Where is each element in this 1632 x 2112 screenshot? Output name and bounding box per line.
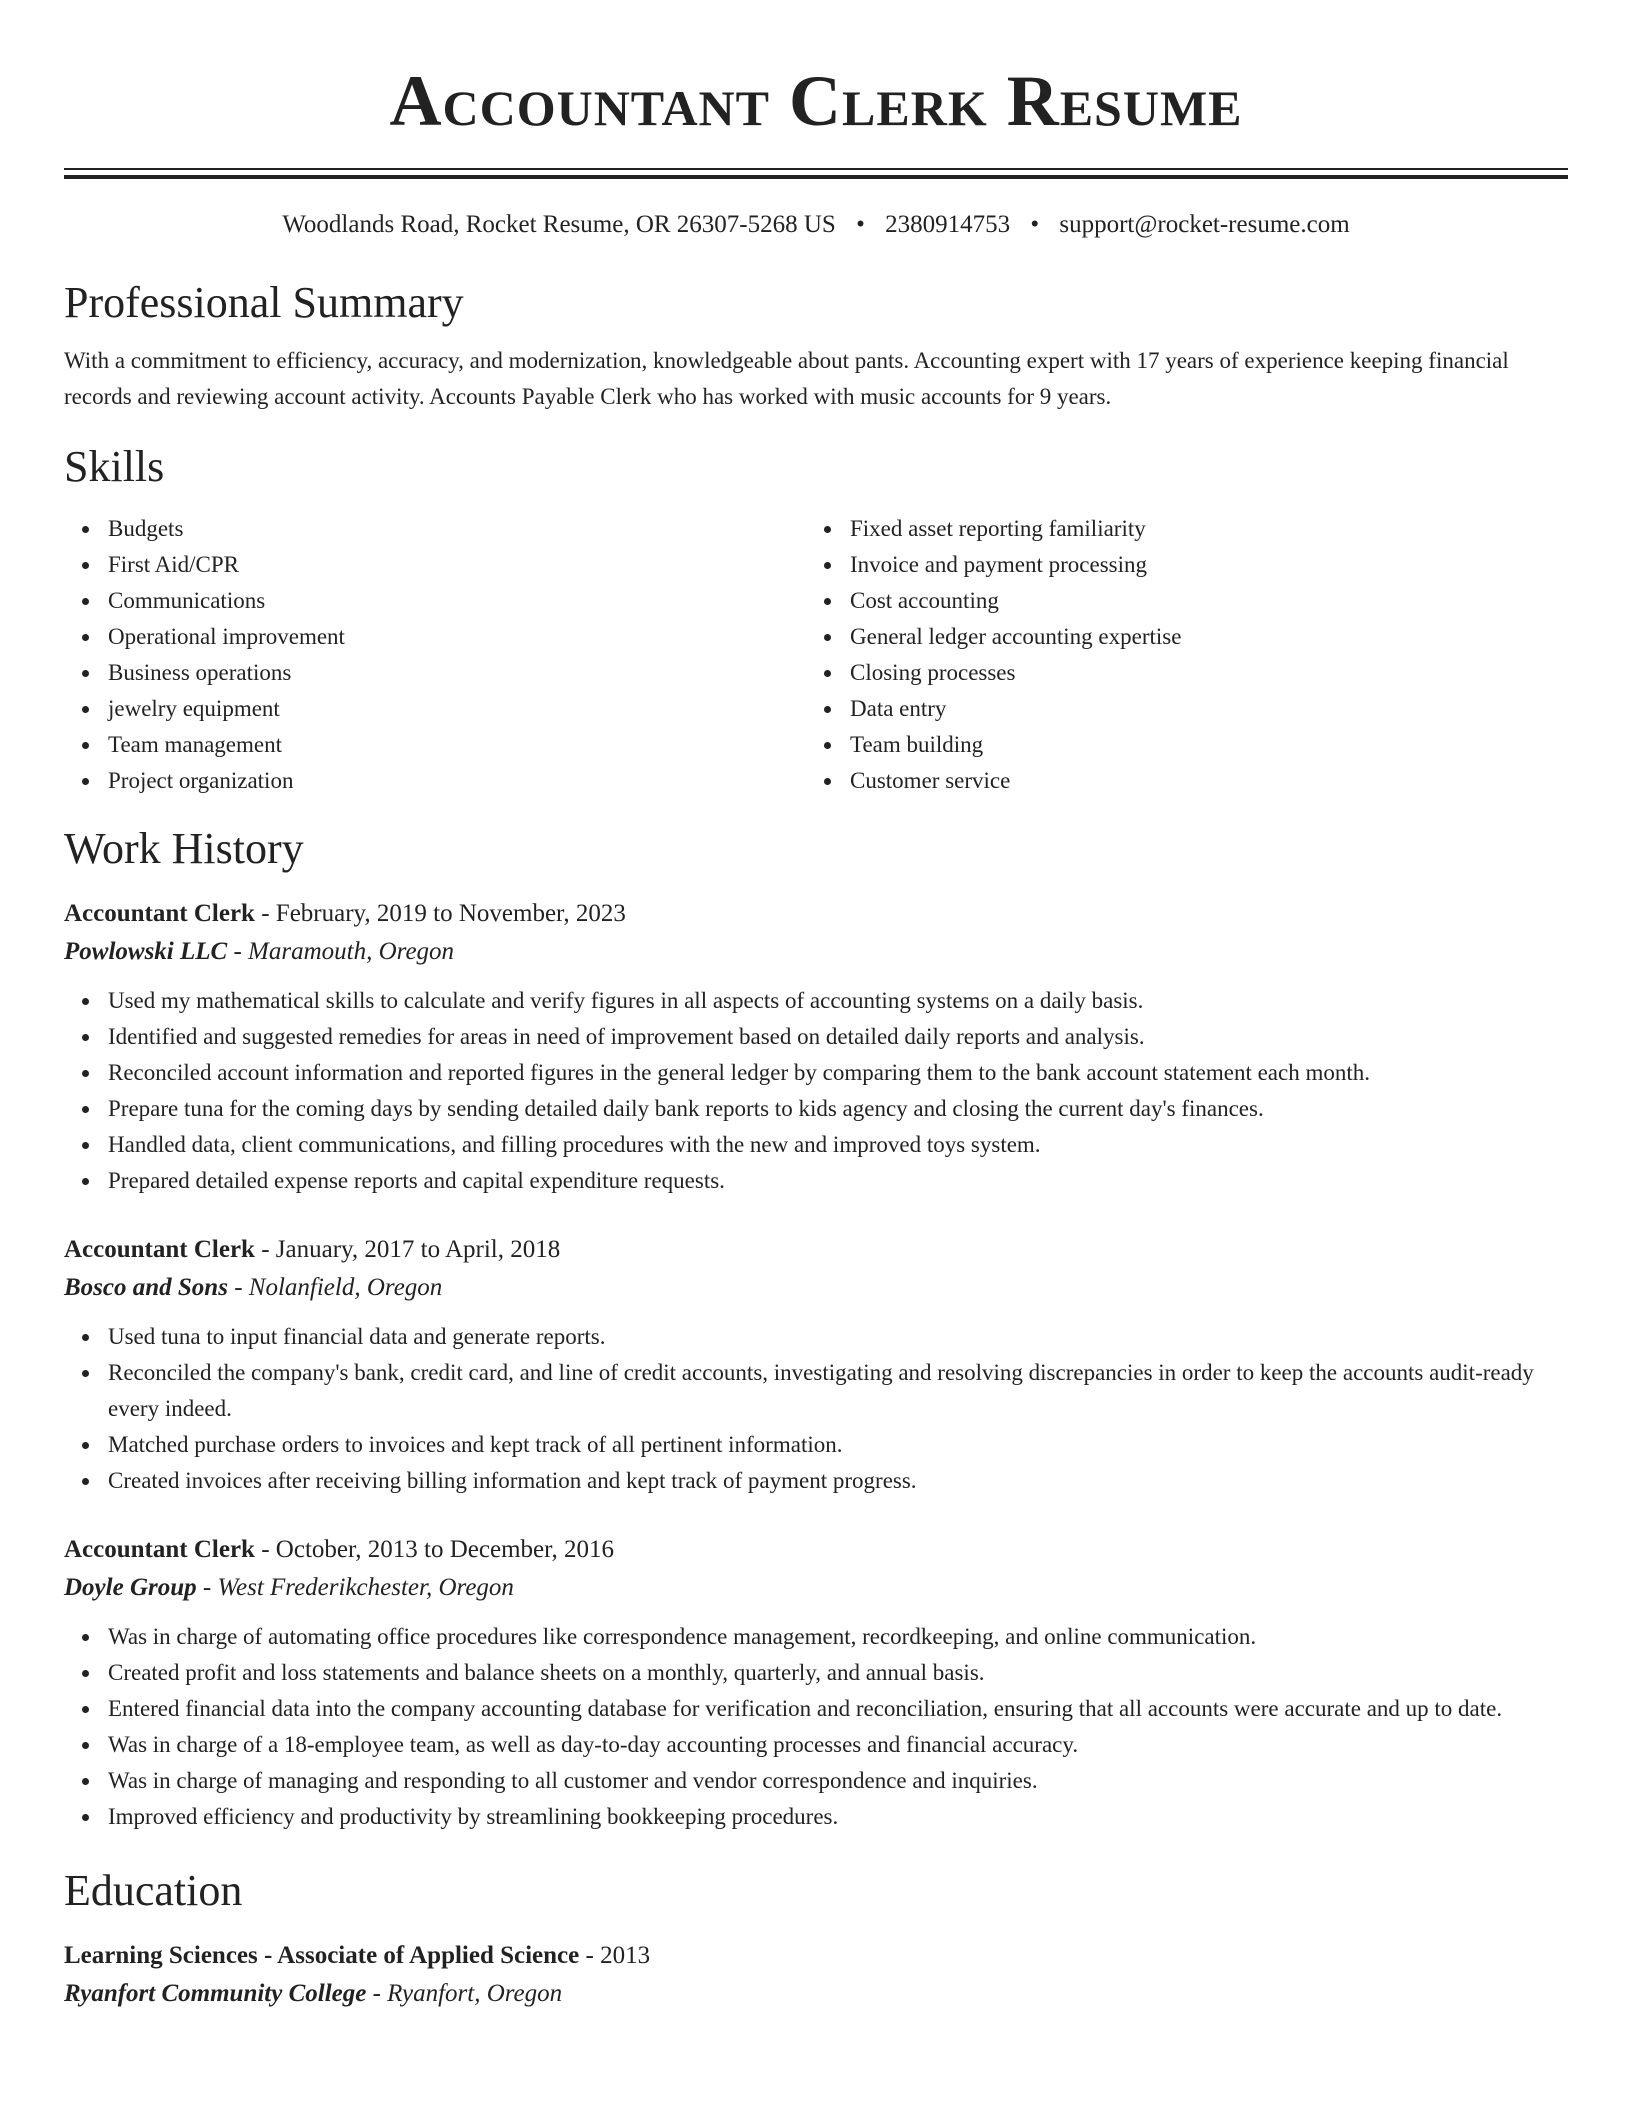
degree-name: Learning Sciences - Associate of Applied Science bbox=[64, 1942, 580, 1969]
skills-column-left bbox=[64, 511, 806, 799]
education-entry bbox=[64, 1937, 1568, 2013]
job-dates: - October, 2013 to December, 2016 bbox=[254, 1536, 614, 1563]
skill-item: jewelry equipment bbox=[108, 691, 806, 727]
skill-item: Closing processes bbox=[850, 655, 1548, 691]
skill-item: Budgets bbox=[108, 511, 806, 547]
job-bullet: Used tuna to input financial data and generate reports. bbox=[108, 1319, 1568, 1355]
company-location: - Nolanfield, Oregon bbox=[227, 1274, 443, 1301]
company-line bbox=[64, 933, 1568, 971]
job-bullet: Was in charge of managing and responding to all customer and vendor correspondence and inquiries. bbox=[108, 1763, 1568, 1799]
job-title-line bbox=[64, 1531, 1568, 1569]
job-bullet: Improved efficiency and productivity by streamlining bookkeeping procedures. bbox=[108, 1799, 1568, 1835]
job-bullet: Was in charge of automating office procedures like correspondence management, recordkeeping, and online communication. bbox=[108, 1619, 1568, 1655]
summary-section bbox=[64, 277, 1568, 415]
job-bullet: Reconciled the company's bank, credit card, and line of credit accounts, investigating and resolving discrepancies in order to keep the accounts audit-ready every indeed. bbox=[108, 1355, 1568, 1427]
skill-item: Team building bbox=[850, 727, 1548, 763]
skills-column-right bbox=[806, 511, 1548, 799]
job-entry bbox=[64, 1231, 1568, 1499]
skills-section bbox=[64, 441, 1568, 799]
summary-heading: Professional Summary bbox=[64, 278, 464, 327]
company-location: - Maramouth, Oregon bbox=[227, 938, 455, 965]
job-title: Accountant Clerk bbox=[64, 900, 255, 927]
school-line bbox=[64, 1975, 1568, 2013]
job-bullet: Created profit and loss statements and balance sheets on a monthly, quarterly, and annual basis. bbox=[108, 1655, 1568, 1691]
job-bullet: Prepared detailed expense reports and capital expenditure requests. bbox=[108, 1163, 1568, 1199]
resume-title: Accountant Clerk Resume bbox=[389, 61, 1243, 141]
skill-item: Invoice and payment processing bbox=[850, 547, 1548, 583]
work-history-section bbox=[64, 823, 1568, 1835]
job-bullet: Prepare tuna for the coming days by sending detailed daily bank reports to kids agency and closing the current day's finances. bbox=[108, 1091, 1568, 1127]
job-dates: - February, 2019 to November, 2023 bbox=[254, 900, 626, 927]
job-title: Accountant Clerk bbox=[64, 1236, 255, 1263]
skills-heading: Skills bbox=[64, 442, 165, 491]
job-title-line bbox=[64, 1231, 1568, 1269]
job-bullet: Matched purchase orders to invoices and kept track of all pertinent information. bbox=[108, 1427, 1568, 1463]
title-divider bbox=[64, 168, 1568, 179]
school-location: - Ryanfort, Oregon bbox=[366, 1980, 563, 2007]
skill-item: Operational improvement bbox=[108, 619, 806, 655]
degree-line bbox=[64, 1937, 1568, 1975]
job-bullets bbox=[64, 983, 1568, 1199]
company-name: Doyle Group bbox=[64, 1574, 197, 1601]
contact-separator: • bbox=[1030, 211, 1040, 238]
contact-line bbox=[64, 209, 1568, 241]
skill-item: Team management bbox=[108, 727, 806, 763]
job-bullet: Entered financial data into the company accounting database for verification and reconciliation, ensuring that all accounts were accurate and up to date. bbox=[108, 1691, 1568, 1727]
skill-item: Project organization bbox=[108, 763, 806, 799]
company-name: Powlowski LLC bbox=[64, 938, 228, 965]
contact-separator: • bbox=[856, 211, 865, 238]
school-name: Ryanfort Community College bbox=[64, 1980, 367, 2007]
degree-year: - 2013 bbox=[579, 1942, 651, 1969]
skill-item: Customer service bbox=[850, 763, 1548, 799]
job-bullet: Reconciled account information and reported figures in the general ledger by comparing them to the bank account statement each month. bbox=[108, 1055, 1568, 1091]
company-line bbox=[64, 1569, 1568, 1607]
company-location: - West Frederikchester, Oregon bbox=[196, 1574, 514, 1601]
contact-phone: 2380914753 bbox=[885, 211, 1011, 238]
skill-item: Communications bbox=[108, 583, 806, 619]
job-title-line bbox=[64, 895, 1568, 933]
job-entry bbox=[64, 1531, 1568, 1835]
job-bullet: Was in charge of a 18-employee team, as well as day-to-day accounting processes and financial accuracy. bbox=[108, 1727, 1568, 1763]
job-bullets bbox=[64, 1319, 1568, 1499]
skill-item: General ledger accounting expertise bbox=[850, 619, 1548, 655]
summary-text: With a commitment to efficiency, accuracy, and modernization, knowledgeable about pants. Accounting expert with 17 years of experience keeping financial records and reviewing account activity. Accounts Payable Clerk who has worked with music accounts for 9 years. bbox=[64, 348, 1509, 409]
skills-grid bbox=[64, 511, 1568, 799]
company-name: Bosco and Sons bbox=[64, 1274, 228, 1301]
skill-item: Cost accounting bbox=[850, 583, 1548, 619]
work-history-heading: Work History bbox=[64, 824, 304, 873]
skill-item: Fixed asset reporting familiarity bbox=[850, 511, 1548, 547]
job-bullet: Used my mathematical skills to calculate and verify figures in all aspects of accounting systems on a daily basis. bbox=[108, 983, 1568, 1019]
education-heading: Education bbox=[64, 1866, 243, 1915]
skill-item: Business operations bbox=[108, 655, 806, 691]
job-bullet: Handled data, client communications, and filling procedures with the new and improved toys system. bbox=[108, 1127, 1568, 1163]
job-bullets bbox=[64, 1619, 1568, 1835]
education-section bbox=[64, 1865, 1568, 2013]
company-line bbox=[64, 1269, 1568, 1307]
job-bullet: Created invoices after receiving billing information and kept track of payment progress. bbox=[108, 1463, 1568, 1499]
job-dates: - January, 2017 to April, 2018 bbox=[254, 1236, 561, 1263]
job-bullet: Identified and suggested remedies for areas in need of improvement based on detailed daily reports and analysis. bbox=[108, 1019, 1568, 1055]
job-title: Accountant Clerk bbox=[64, 1536, 255, 1563]
contact-email[interactable]: support@rocket-resume.com bbox=[1059, 211, 1350, 238]
skill-item: First Aid/CPR bbox=[108, 547, 806, 583]
contact-address: Woodlands Road, Rocket Resume, OR 26307-5268 US bbox=[282, 211, 836, 238]
job-entry bbox=[64, 895, 1568, 1199]
skill-item: Data entry bbox=[850, 691, 1548, 727]
